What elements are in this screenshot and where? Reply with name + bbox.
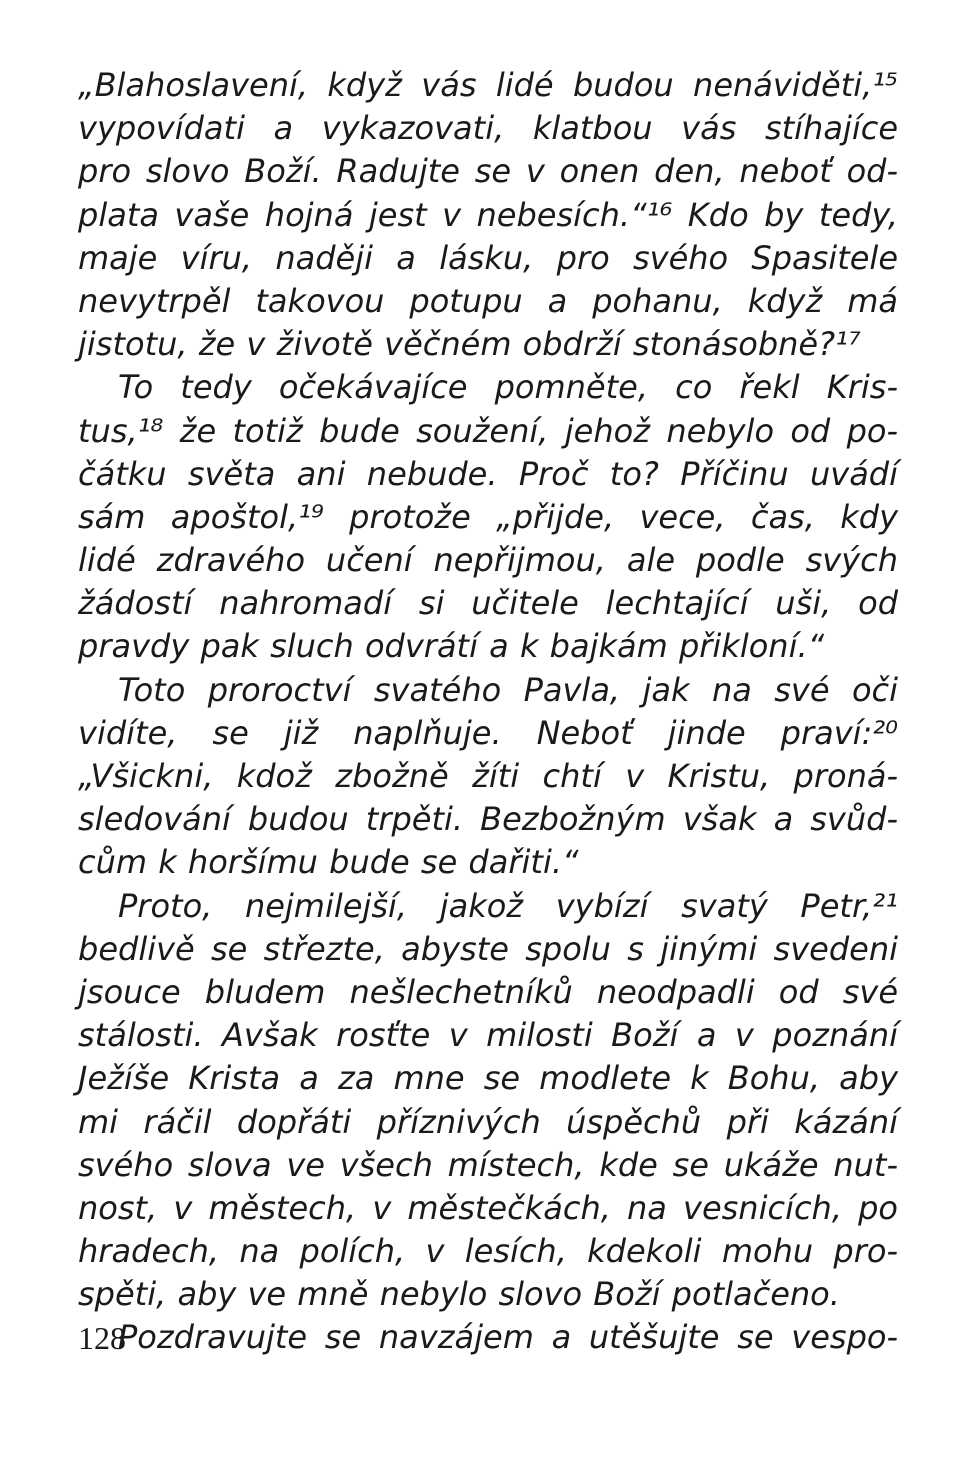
text-line: To tedy očekávajíce pomněte, co řekl Kris- bbox=[118, 368, 898, 407]
text-line: Proto, nejmilejší, jakož vybízí svatý Petr,²¹ bbox=[118, 886, 898, 925]
text-line: Ježíše Krista a za mne se modlete k Bohu, aby bbox=[78, 1059, 898, 1098]
text-line: čátku světa ani nebude. Proč to? Příčinu uvádí bbox=[78, 454, 898, 493]
text-line: bedlivě se střezte, abyste spolu s jinými svedeni bbox=[78, 929, 898, 968]
text-line: tus,¹⁸ že totiž bude soužení, jehož nebylo od po- bbox=[78, 411, 898, 450]
text-line: sám apoštol,¹⁹ protože „přijde, vece, čas, kdy bbox=[78, 497, 898, 536]
text-line: jsouce bludem nešlechetníků neodpadli od své bbox=[78, 972, 898, 1011]
page-number: 128 bbox=[78, 1320, 126, 1356]
text-line: svého slova ve všech místech, kde se ukáže nut- bbox=[78, 1145, 898, 1184]
text-line: Toto proroctví svatého Pavla, jak na své oči bbox=[118, 670, 898, 709]
text-line: „Blahoslavení, když vás lidé budou nenáviděti,¹⁵ bbox=[78, 66, 898, 104]
text-line: pro slovo Boží. Radujte se v onen den, neboť od- bbox=[78, 152, 898, 191]
text-line: vidíte, se již naplňuje. Neboť jinde praví:²⁰ bbox=[78, 713, 898, 752]
text-line: vypovídati a vykazovati, klatbou vás stíhajíce bbox=[78, 109, 898, 148]
text-line: mi ráčil dopřáti příznivých úspěchů při kázání bbox=[78, 1102, 898, 1141]
text-line: sledování budou trpěti. Bezbožným však a svůd- bbox=[78, 800, 898, 839]
text-line: jistotu, že v životě věčném obdrží stonásobně?¹⁷ bbox=[78, 325, 861, 364]
text-line: žádostí nahromadí si učitele lechtající uši, od bbox=[78, 584, 898, 623]
text-line: „Všickni, kdož zbožně žíti chtí v Kristu, proná- bbox=[78, 757, 898, 795]
text-line: maje víru, naději a lásku, pro svého Spasitele bbox=[78, 238, 898, 277]
text-line: spěti, aby ve mně nebylo slovo Boží potlačeno. bbox=[78, 1275, 840, 1314]
text-line: nevytrpěl takovou potupu a pohanu, když má bbox=[78, 281, 898, 320]
text-line: nost, v městech, v městečkách, na vesnicích, po bbox=[78, 1188, 898, 1227]
text-line: pravdy pak sluch odvrátí a k bajkám přikloní.“ bbox=[78, 627, 825, 666]
text-line: stálosti. Avšak rosťte v milosti Boží a v poznání bbox=[78, 1016, 898, 1055]
body-text bbox=[78, 64, 898, 1360]
text-line: plata vaše hojná jest v nebesích.“¹⁶ Kdo by tedy, bbox=[78, 195, 898, 234]
text-line: Pozdravujte se navzájem a utěšujte se vespo- bbox=[118, 1318, 898, 1357]
text-line: hradech, na polích, v lesích, kdekoli mohu pro- bbox=[78, 1232, 898, 1271]
text-line: lidé zdravého učení nepřijmou, ale podle svých bbox=[78, 541, 898, 580]
text-line: cům k horšímu bude se dařiti.“ bbox=[78, 843, 579, 882]
